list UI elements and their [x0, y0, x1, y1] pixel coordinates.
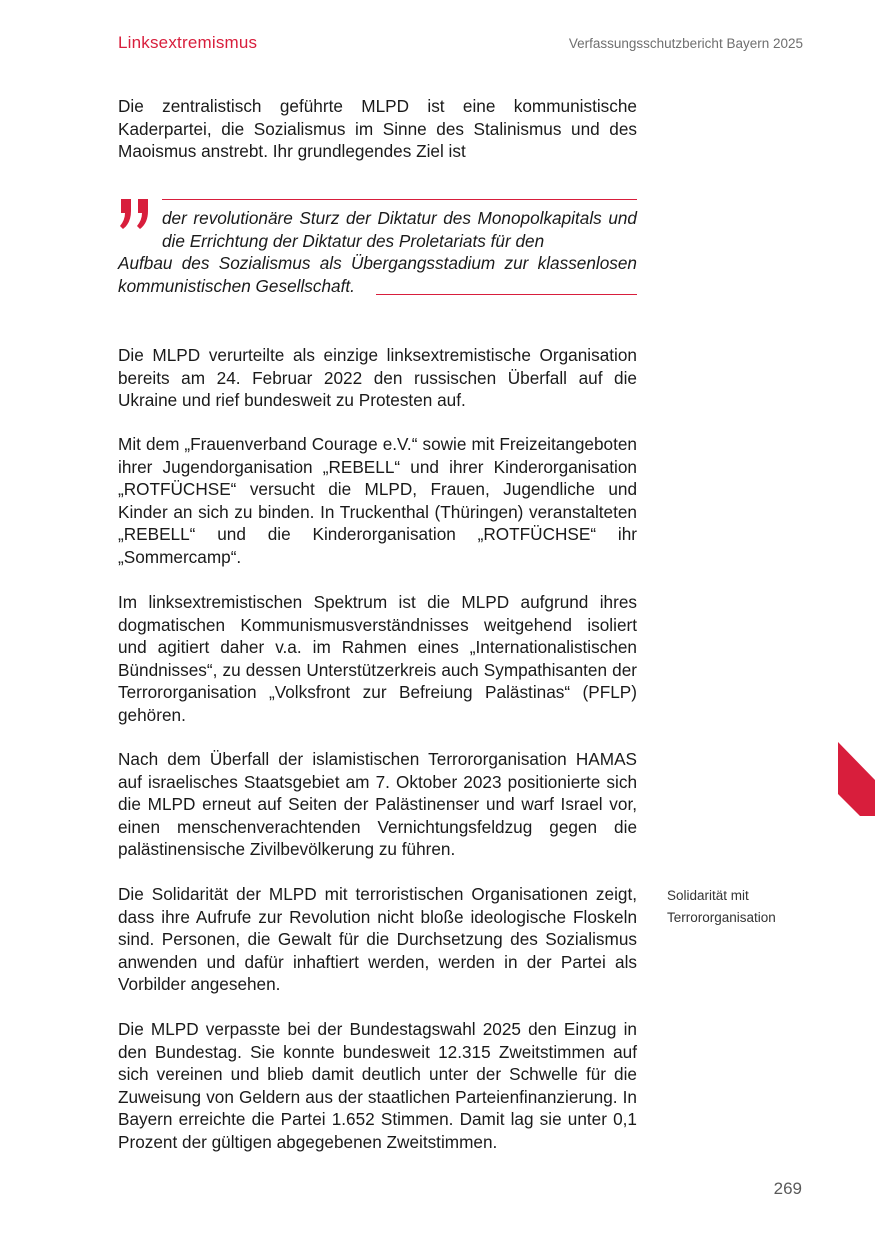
section-tab-marker [838, 742, 875, 816]
paragraph-isolation: Im linksextremistischen Spektrum ist die MLPD aufgrund ihres dogmatischen Kommunismusverständnisses weitgehend isoliert und agitiert daher v.a. im Rahmen eines „Internationalistischen Bündnisses“, zu dessen Unterstützerkreis auch Sympathisanten der Terrororganisation „Volksfront zur Befreiung Palästinas“ (PFLP) gehören. [118, 592, 637, 725]
running-header-section: Linksextremismus [118, 33, 258, 52]
margin-note: Solidarität mit Terrororganisation [667, 888, 776, 925]
quote-text-rest: Aufbau des Sozialismus als Übergangsstadium zur klassenlosen kommunistischen Gesellschaft. [118, 253, 637, 296]
paragraph-intro: Die zentralistisch geführte MLPD ist eine kommunistische Kaderpartei, die Sozialismus im Sinne des Stalinismus und des Maoismus anstrebt. Ihr grundlegendes Ziel ist [118, 96, 637, 161]
quote-rule-end [376, 294, 637, 295]
quote-text [118, 207, 637, 297]
paragraph-solidarity: Die Solidarität der MLPD mit terroristischen Organisationen zeigt, dass ihre Aufrufe zur Revolution nicht bloße ideologische Floskeln sind. Personen, die Gewalt für die Durchsetzung des Sozialismus anwenden und dafür inhaftiert werden, werden in der Partei als Vorbilder angesehen. [118, 884, 637, 994]
page-number: 269 [773, 1179, 802, 1198]
paragraph-election: Die MLPD verpasste bei der Bundestagswahl 2025 den Einzug in den Bundestag. Sie konnte bundesweit 12.315 Zweitstimmen auf sich vereinen und blieb damit deutlich unter der Schwelle für die Zuweisung von Geldern aus der staatlichen Parteienfinanzierung. In Bayern erreichte die Partei 1.652 Stimmen. Damit lag sie unter 0,1 Prozent der gültigen abgegebenen Zweitstimmen. [118, 1019, 637, 1152]
paragraph-courage: Mit dem „Frauenverband Courage e.V.“ sowie mit Freizeitangeboten ihrer Jugendorganisation „REBELL“ und ihrer Kinderorganisation „ROTFÜCHSE“ versucht die MLPD, Frauen, Jugendliche und Kinder an sich zu binden. In Truckenthal (Thüringen) veranstalteten „REBELL“ und die Kinderorganisation „ROTFÜCHSE“ ihr „Sommercamp“. [118, 434, 637, 567]
paragraph-hamas: Nach dem Überfall der islamistischen Terrororganisation HAMAS auf israelisches Staatsgebiet am 7. Oktober 2023 positionierte sich die MLPD erneut auf Seiten der Palästinenser und warf Israel vor, einen menschenverachtenden Vernichtungsfeldzug gegen die palästinensische Zivilbevölkerung zu führen. [118, 749, 637, 859]
running-header-publication: Verfassungsschutzbericht Bayern 2025 [568, 36, 803, 51]
blockquote [118, 199, 637, 297]
quote-rule-top [162, 199, 637, 200]
paragraph-ukraine: Die MLPD verurteilte als einzige linksextremistische Organisation bereits am 24. Februar 2022 den russischen Überfall auf die Ukraine und rief bundesweit zu Protesten auf. [118, 345, 637, 410]
quote-text-lead: der revolutionäre Sturz der Diktatur des Monopolkapitals und die Errichtung der Diktatur des Proletariats für den [162, 208, 637, 251]
